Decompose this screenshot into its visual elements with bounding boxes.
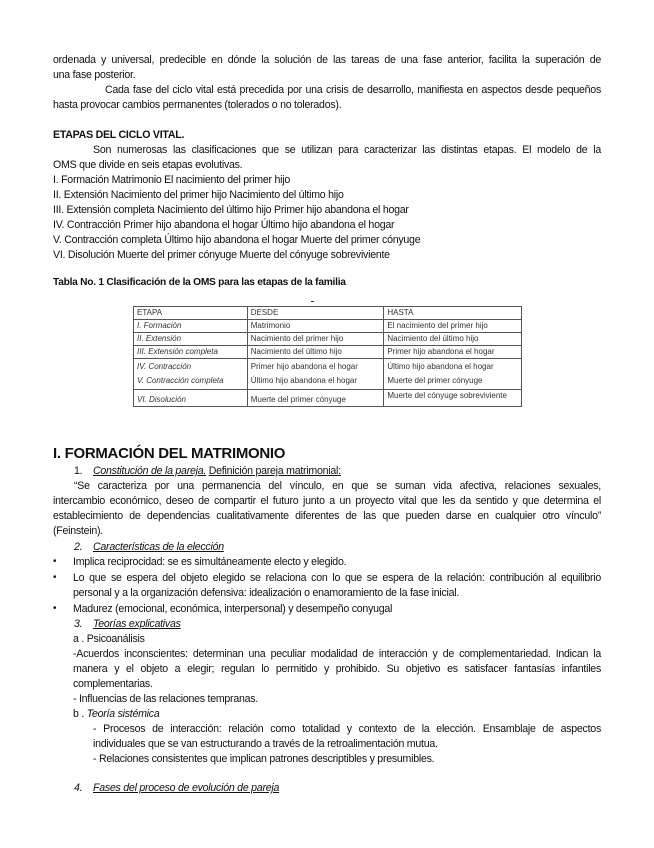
- table-cell-line: Último hijo abandona el hogar: [250, 376, 358, 385]
- etapa-item: VI. Disolución Muerte del primer cónyuge Muerte del cónyuge sobreviviente: [53, 249, 390, 261]
- quote-line: establecimiento de dependencias cualitativamente diferentes de las que pueden darse en cualquier otro vínculo”: [53, 510, 601, 522]
- table-row: [134, 346, 522, 359]
- bullet-icon: •: [53, 572, 57, 583]
- item-1-definition: Definición pareja matrimonial:: [208, 465, 341, 477]
- quote-line: (Feinstein).: [53, 525, 103, 537]
- item-number: 3.: [74, 618, 83, 630]
- etapa-item: II. Extensión Nacimiento del primer hijo Nacimiento del último hijo: [53, 189, 344, 201]
- item-number: 1.: [74, 465, 83, 477]
- table-row: [134, 320, 522, 333]
- item-3-title: Teorías explicativas: [93, 618, 181, 630]
- quote-line: “Se caracteriza por una permanencia del vínculo, en que se suman vida afectiva, relaciones sexuales,: [74, 480, 601, 492]
- theory-b-label: Teoría sistémica: [86, 708, 160, 720]
- theory-b-line: individuales que se van estructurando a través de la retroalimentación mutua.: [93, 738, 438, 750]
- intro-line: Cada fase del ciclo vital está precedida por una crisis de desarrollo, manifiesta en aspectos desde pequeños: [105, 84, 601, 96]
- theory-b-line: - Procesos de interacción: relación como totalidad y contexto de la elección. Ensamblaje de aspectos: [93, 723, 601, 735]
- theory-a-label: a . Psicoanálisis: [73, 633, 145, 645]
- table-cell-etapa: I. Formación: [134, 320, 248, 333]
- table-cell-hasta: El nacimiento del primer hijo: [384, 320, 522, 333]
- table-cell-desde: Nacimiento del primer hijo: [247, 333, 384, 346]
- item-number: 2.: [74, 541, 83, 553]
- oms-stages-table: [133, 306, 522, 407]
- etapas-paragraph: OMS que divide en seis etapas evolutivas.: [53, 159, 243, 171]
- table-cell-etapa: VI. Disolución: [134, 390, 248, 407]
- table-header-desde: DESDE: [247, 307, 384, 320]
- item-1-heading: [93, 464, 601, 479]
- table-row: [134, 359, 522, 390]
- section-title: I. FORMACIÓN DEL MATRIMONIO: [53, 445, 286, 462]
- theory-a-line: -Acuerdos inconscientes: determinan una peculiar modalidad de interacción y de complementariedad. Indican la: [73, 648, 601, 660]
- table-cell-line: Muerte del primer cónyuge: [387, 376, 483, 385]
- theory-b-prefix: b .: [73, 708, 87, 720]
- quote-line: intercambio económico, deseo de compartir el futuro junto a un proyecto vital que les da sentido y que determina el: [53, 495, 601, 507]
- table-header-etapa: ETAPA: [134, 307, 248, 320]
- intro-line: ordenada y universal, predecible en dónde la solución de las tareas de una fase anterior, facilita la superación de: [53, 54, 601, 66]
- item-2-title: Características de la elección: [93, 541, 224, 553]
- bullet-item: Implica reciprocidad: se es simultáneamente electo y elegido.: [73, 556, 347, 568]
- bullet-item: Madurez (emocional, económica, interpersonal) y desempeño conyugal: [73, 603, 393, 615]
- bullet-item: personal y a la organización defensiva: idealización o enamoramiento de la fase inicial.: [73, 587, 460, 599]
- etapa-item: IV. Contracción Primer hijo abandona el hogar Último hijo abandona el hogar: [53, 219, 395, 231]
- intro-line: una fase posterior.: [53, 69, 136, 81]
- item-number: 4.: [74, 782, 83, 794]
- theory-b-heading: [73, 707, 621, 722]
- table-top-mark: [311, 301, 314, 302]
- bullet-item: Lo que se espera del objeto elegido se relaciona con lo que se espera de la relación: contribución al equilibrio: [73, 572, 601, 584]
- table-row: [134, 390, 522, 407]
- table-cell-hasta: Nacimiento del último hijo: [384, 333, 522, 346]
- table-cell-etapa: [134, 359, 248, 390]
- intro-line: hasta provocar cambios permanentes (tolerados o no tolerados).: [53, 99, 342, 111]
- table-cell-line: Primer hijo abandona el hogar: [250, 362, 358, 371]
- table-cell-desde: [247, 359, 384, 390]
- etapas-heading: ETAPAS DEL CICLO VITAL.: [53, 129, 185, 141]
- theory-a-line: - Influencias de las relaciones tempranas.: [73, 693, 258, 705]
- table-cell-hasta: Primer hijo abandona el hogar: [384, 346, 522, 359]
- table-cell-line: V. Contracción completa: [137, 376, 224, 385]
- table-cell-hasta: Muerte del cónyuge sobreviviente: [384, 390, 522, 407]
- table-caption: Tabla No. 1 Clasificación de la OMS para las etapas de la familia: [53, 277, 346, 288]
- theory-a-line: complementarias.: [73, 678, 153, 690]
- table-cell-desde: Muerte del primer cónyuge: [247, 390, 384, 407]
- bullet-icon: •: [53, 603, 57, 614]
- item-1-title: Constitución de la pareja.: [93, 465, 207, 477]
- etapa-item: I. Formación Matrimonio El nacimiento del primer hijo: [53, 174, 290, 186]
- table-cell-line: IV. Contracción: [137, 362, 192, 371]
- table-cell-line: Último hijo abandona el hogar: [387, 362, 494, 371]
- table-header-hasta: HASTA: [384, 307, 522, 320]
- table-cell-desde: Nacimiento del último hijo: [247, 346, 384, 359]
- theory-b-line: - Relaciones consistentes que implican patrones descriptibles y presumibles.: [93, 753, 435, 765]
- table-row: [134, 333, 522, 346]
- table-cell-desde: Matrimonio: [247, 320, 384, 333]
- table-cell-etapa: III. Extensión completa: [134, 346, 248, 359]
- etapa-item: III. Extensión completa Nacimiento del último hijo Primer hijo abandona el hogar: [53, 204, 409, 216]
- table-cell-etapa: II. Extensión: [134, 333, 248, 346]
- item-4-title: Fases del proceso de evolución de pareja: [93, 782, 280, 794]
- bullet-icon: •: [53, 556, 57, 567]
- table-cell-hasta: [384, 359, 522, 390]
- theory-a-line: manera y el objeto a elegir; regulan lo permitido y prohibido. Su objetivo es satisfacer fantasías infantiles: [73, 663, 601, 675]
- etapa-item: V. Contracción completa Último hijo abandona el hogar Muerte del primer cónyuge: [53, 234, 421, 246]
- table-header-row: [134, 307, 522, 320]
- etapas-paragraph: Son numerosas las clasificaciones que se utilizan para caracterizar las distintas etapas. El modelo de la: [93, 144, 601, 156]
